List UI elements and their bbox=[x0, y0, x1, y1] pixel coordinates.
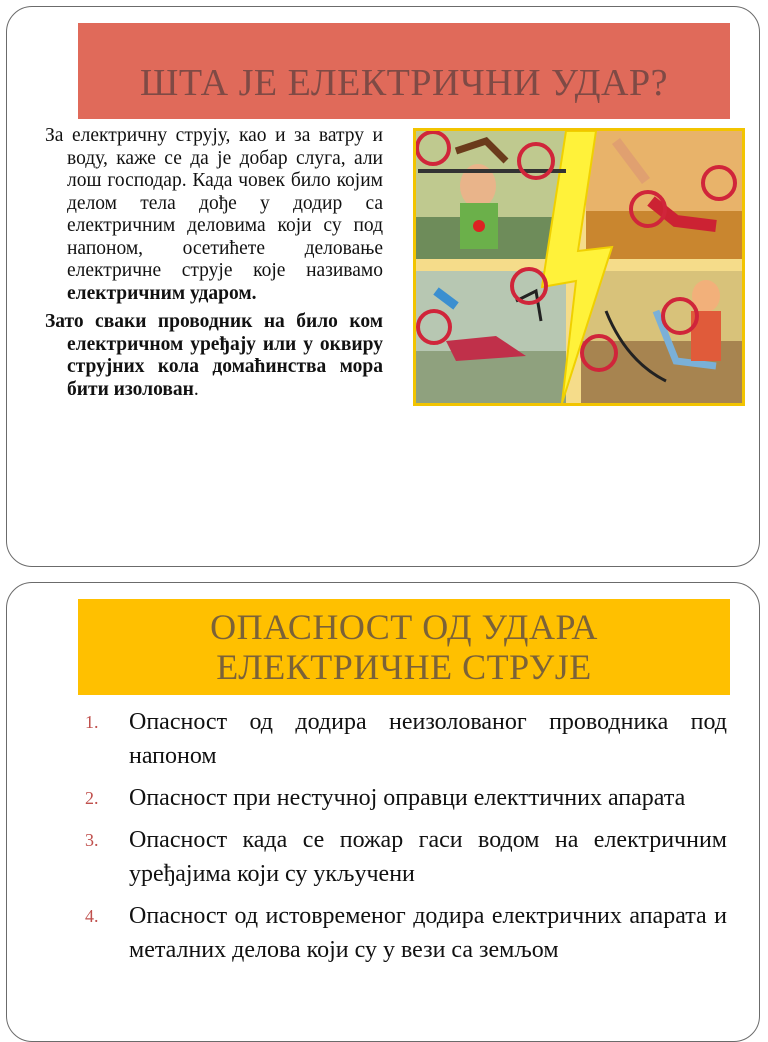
slide-1 bbox=[6, 6, 760, 567]
danger-item-number: 4. bbox=[85, 906, 99, 926]
danger-item-number: 1. bbox=[85, 712, 99, 732]
slide-1-title: ШТА ЈЕ ЕЛЕКТРИЧНИ УДАР? bbox=[78, 23, 730, 119]
paragraph-2-tail: . bbox=[193, 378, 199, 400]
danger-item bbox=[67, 899, 727, 967]
danger-item-text: Опасност од истовременог додира електричних апарата и металних делова који су у вези са земљом bbox=[129, 903, 727, 963]
illustration-svg bbox=[416, 131, 742, 403]
danger-item bbox=[67, 823, 727, 891]
paragraph-2-emphasis: Зато сваки проводник на било ком електричном уређају или у оквиру струјних кола домаћинства мора бити изолован bbox=[45, 311, 383, 400]
electric-shock-hazards-illustration bbox=[413, 128, 745, 406]
danger-item bbox=[67, 781, 727, 815]
slide-2-title-line-1: ОПАСНОСТ ОД УДАРА bbox=[210, 607, 598, 647]
paragraph-1-emphasis: електричним ударом. bbox=[67, 282, 257, 304]
danger-item-number: 3. bbox=[85, 830, 99, 850]
slide-1-body bbox=[45, 125, 383, 407]
paragraph-1-text: За електричну струју, као и за ватру и воду, каже се да је добар слуга, али лош господар. Када човек било којим делом тела дође у додир са електричним деловима који су под напоном, осетићете деловање електричне струје које називамо bbox=[45, 125, 383, 281]
slide-2-title bbox=[78, 599, 730, 695]
paragraph-1 bbox=[45, 125, 383, 305]
danger-list bbox=[67, 705, 727, 975]
danger-item-number: 2. bbox=[85, 788, 99, 808]
danger-item-text: Опасност при нестучној оправци електтичних апарата bbox=[129, 785, 686, 811]
danger-item-text: Опасност од додира неизолованог проводника под напоном bbox=[129, 709, 727, 769]
slide-2-title-line-2: ЕЛЕКТРИЧНЕ СТРУЈЕ bbox=[216, 647, 592, 687]
danger-item-text: Опасност када се пожар гаси водом на електричним уређајима који су укључени bbox=[129, 827, 727, 887]
danger-item bbox=[67, 705, 727, 773]
slide-2 bbox=[6, 582, 760, 1042]
paragraph-2 bbox=[45, 311, 383, 401]
